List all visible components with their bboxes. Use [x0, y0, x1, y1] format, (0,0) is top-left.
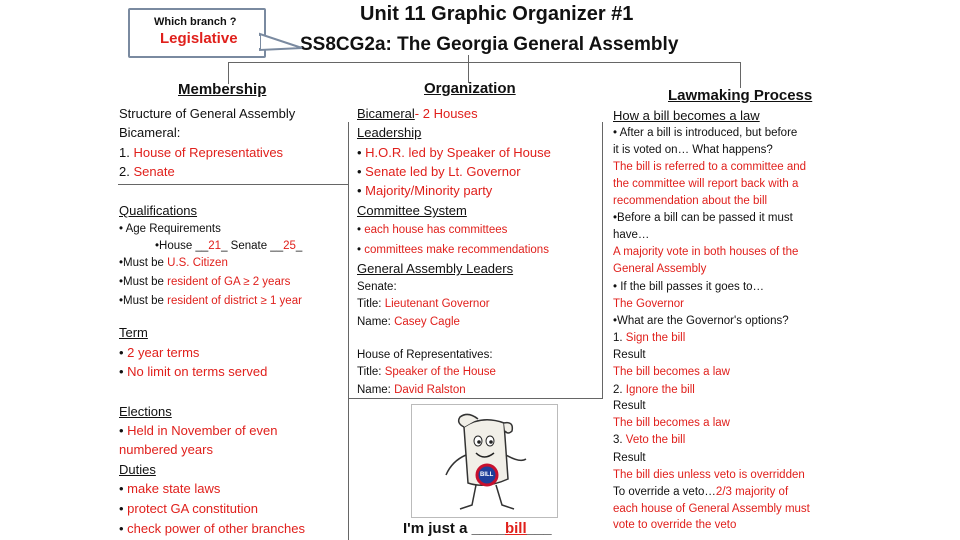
duty-value: check power of other branches — [127, 521, 305, 536]
bicameral-term: Bicameral — [357, 106, 415, 121]
bill-cartoon-icon — [412, 405, 557, 517]
connector-organization — [468, 55, 469, 83]
elections-item: • Held in November of even — [119, 423, 278, 438]
district-residency-requirement — [119, 294, 302, 309]
term-item: • No limit on terms served — [119, 364, 268, 379]
bill-cartoon-image — [411, 404, 558, 518]
field-label: Name: — [357, 316, 395, 328]
duty-value: protect GA constitution — [127, 501, 258, 516]
leadership-value: Senate led by Lt. Governor — [365, 164, 521, 179]
result-label: Result — [613, 349, 646, 361]
option-2 — [613, 383, 695, 398]
answer-2b: General Assembly — [613, 263, 707, 275]
override-line-2: each house of General Assembly must — [613, 503, 810, 515]
bicameral-value: - 2 Houses — [414, 106, 478, 121]
organization-heading: Organization — [424, 80, 516, 97]
committee-item: • each house has committees — [357, 224, 508, 236]
answer-1a: The bill is referred to a committee and — [613, 161, 807, 173]
hor-title — [357, 365, 496, 380]
page-subtitle: SS8CG2a: The Georgia General Assembly — [300, 34, 679, 55]
callout-pointer — [258, 28, 308, 58]
committee-item: • committees make recommendations — [357, 244, 549, 256]
req-value: resident of district ≥ 1 year — [167, 295, 302, 307]
page-title: Unit 11 Graphic Organizer #1 — [360, 3, 634, 25]
field-value: David Ralston — [394, 384, 466, 396]
option-value: Veto the bill — [625, 434, 686, 446]
term-item: • 2 year terms — [119, 345, 200, 360]
question-4: •What are the Governor's options? — [613, 315, 789, 327]
duty-item: • make state laws — [119, 481, 221, 496]
bicameral-line — [357, 106, 478, 122]
question-1b: it is voted on… What happens? — [613, 144, 773, 156]
term-value: No limit on terms served — [127, 364, 268, 379]
answer-3: The Governor — [613, 298, 684, 310]
senate-age: 25 — [283, 240, 296, 252]
option-value: Ignore the bill — [625, 384, 695, 396]
connector-lawmaking — [740, 62, 741, 88]
caption-text: I'm just a ____ — [403, 520, 505, 537]
senate-title — [357, 297, 490, 312]
structure-title: Structure of General Assembly — [119, 106, 296, 121]
option-number: 1. — [613, 332, 626, 344]
ga-leaders-heading: General Assembly Leaders — [357, 261, 514, 276]
callout-answer: Legislative — [160, 30, 238, 47]
leadership-value: Majority/Minority party — [365, 183, 493, 198]
house-name: House of Representatives — [133, 145, 284, 160]
field-value: Speaker of the House — [384, 366, 496, 378]
field-label: Title: — [357, 366, 385, 378]
term-heading: Term — [119, 325, 148, 340]
committee-value: each house has committees — [364, 224, 508, 236]
house-age: 21 — [208, 240, 222, 252]
committee-value: committees make recommendations — [364, 244, 549, 256]
age-requirements: • Age Requirements — [119, 223, 221, 235]
house-item-2 — [119, 164, 175, 180]
leadership-heading: Leadership — [357, 125, 422, 140]
bill-caption — [403, 520, 552, 538]
term-value: 2 year terms — [127, 345, 200, 360]
field-value: Lieutenant Governor — [384, 298, 490, 310]
question-1a: • After a bill is introduced, but before — [613, 127, 798, 139]
bill-badge-text: BILL — [480, 472, 494, 478]
elections-item-cont: numbered years — [119, 442, 213, 457]
duties-heading: Duties — [119, 462, 156, 477]
divider-left — [348, 122, 349, 540]
field-value: Casey Cagle — [394, 316, 460, 328]
override-text: To override a veto… — [613, 486, 716, 498]
hor-label: House of Representatives: — [357, 349, 493, 361]
age-text: •House __ — [155, 240, 209, 252]
caption-answer: bill — [504, 520, 527, 537]
callout-box — [128, 8, 266, 58]
result-label: Result — [613, 452, 646, 464]
duty-value: make state laws — [127, 481, 221, 496]
req-prefix: •Must be — [119, 276, 168, 288]
override-line-3: vote to override the veto — [613, 519, 737, 531]
option-number: 2. — [613, 384, 626, 396]
question-3: • If the bill passes it goes to… — [613, 281, 765, 293]
membership-heading: Membership — [178, 81, 267, 98]
age-values — [155, 239, 302, 254]
result-1: The bill becomes a law — [613, 366, 730, 378]
result-label: Result — [613, 400, 646, 412]
hor-name — [357, 383, 466, 398]
divider-right — [602, 122, 603, 399]
duty-item: • check power of other branches — [119, 521, 305, 536]
leadership-item: • Majority/Minority party — [357, 183, 493, 198]
question-2b: have… — [613, 229, 650, 241]
citizen-requirement — [119, 256, 228, 271]
option-value: Sign the bill — [625, 332, 686, 344]
house-item-1 — [119, 145, 283, 161]
elections-heading: Elections — [119, 404, 172, 419]
ga-residency-requirement — [119, 275, 290, 290]
callout-question: Which branch ? — [154, 16, 237, 28]
leadership-value: H.O.R. led by Speaker of House — [365, 145, 551, 160]
req-prefix: •Must be — [119, 257, 168, 269]
answer-1c: recommendation about the bill — [613, 195, 768, 207]
question-2a: •Before a bill can be passed it must — [613, 212, 793, 224]
field-label: Title: — [357, 298, 385, 310]
senate-label: Senate: — [357, 281, 397, 293]
answer-2a: A majority vote in both houses of the — [613, 246, 799, 258]
lawmaking-subheading: How a bill becomes a law — [613, 108, 760, 123]
option-number: 3. — [613, 434, 626, 446]
divider-org-bottom — [348, 398, 602, 399]
option-3 — [613, 433, 685, 448]
house-name: Senate — [133, 164, 175, 179]
result-3: The bill dies unless veto is overridden — [613, 469, 805, 481]
duty-item: • protect GA constitution — [119, 501, 258, 516]
age-text: _ — [295, 240, 303, 252]
age-text: _ Senate __ — [221, 240, 284, 252]
divider-membership — [118, 184, 348, 185]
req-value: resident of GA ≥ 2 years — [167, 276, 291, 288]
qualifications-heading: Qualifications — [119, 203, 198, 218]
leadership-item: • H.O.R. led by Speaker of House — [357, 145, 551, 160]
override-value: 2/3 majority of — [715, 486, 789, 498]
elections-value: Held in November of even — [127, 423, 278, 438]
lawmaking-heading: Lawmaking Process — [668, 87, 813, 104]
override-line-1 — [613, 485, 788, 500]
senate-name — [357, 315, 460, 330]
option-1 — [613, 331, 685, 346]
committee-heading: Committee System — [357, 203, 467, 218]
bicameral-label: Bicameral: — [119, 125, 181, 140]
field-label: Name: — [357, 384, 395, 396]
req-prefix: •Must be — [119, 295, 168, 307]
connector-top — [228, 62, 740, 63]
result-2: The bill becomes a law — [613, 417, 730, 429]
house-number: 2. — [119, 164, 130, 179]
req-value: U.S. Citizen — [167, 257, 228, 269]
answer-1b: the committee will report back with a — [613, 178, 799, 190]
caption-text: ___ — [526, 520, 552, 537]
leadership-item: • Senate led by Lt. Governor — [357, 164, 521, 179]
house-number: 1. — [119, 145, 130, 160]
